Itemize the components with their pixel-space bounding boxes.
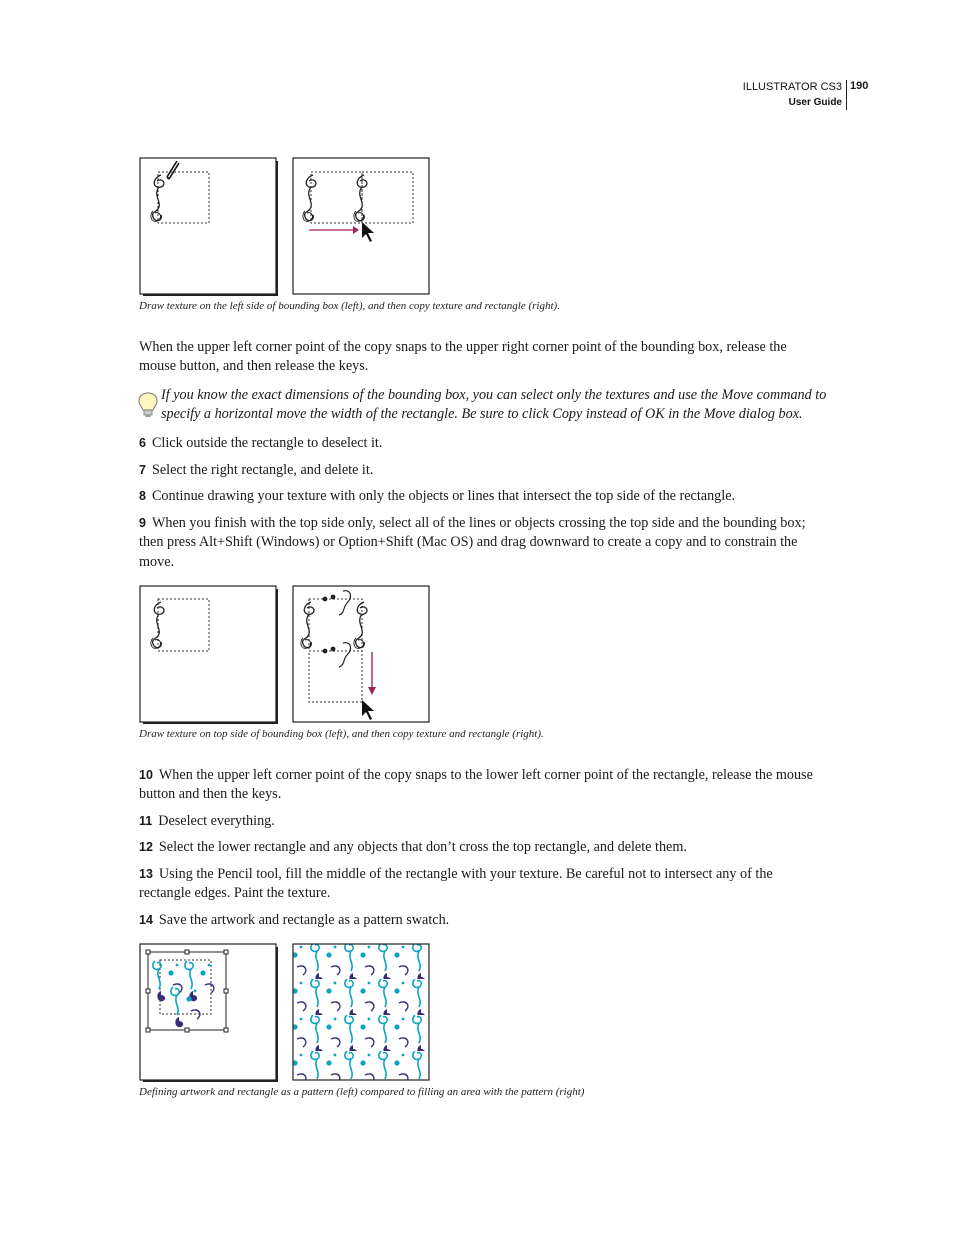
step-text: Continue drawing your texture with only the objects or lines that intersect the top side of the rectangle. (151, 488, 736, 504)
running-header (743, 80, 842, 110)
step-text: When the upper left corner point of the copy snaps to the lower left corner point of the rectangle, release the mouse button and then the keys. (139, 767, 813, 803)
tip-text: If you know the exact dimensions of the bounding box, you can select only the textures and use the Move command to specify a horizontal move the width of the rectangle. Be sure to click Copy instead of OK in the Move dialog box. (161, 387, 827, 423)
figure-left-side-texture (139, 157, 439, 297)
step-text: Click outside the rectangle to deselect it. (151, 435, 383, 451)
body-paragraph: When the upper left corner point of the copy snaps to the upper right corner point of the bounding box, release the mouse button, and then release the keys. (139, 339, 787, 375)
figure-caption: Draw texture on top side of bounding box (left), and then copy texture and rectangle (right). (139, 728, 544, 740)
step-number: 8 (139, 489, 146, 503)
lightbulb-icon (138, 391, 158, 424)
step-10 (139, 766, 819, 805)
guide-name: User Guide (788, 97, 842, 108)
step-number: 10 (139, 768, 153, 782)
step-13 (139, 865, 819, 904)
step-number: 11 (139, 814, 153, 828)
step-number: 6 (139, 436, 146, 450)
step-number: 14 (139, 913, 153, 927)
step-text: Select the right rectangle, and delete it. (151, 462, 374, 478)
step-text: Deselect everything. (158, 813, 275, 829)
figure-pattern-swatch (139, 943, 439, 1083)
step-7 (139, 461, 819, 480)
step-8 (139, 487, 819, 506)
step-6 (139, 434, 819, 453)
page-number: 190 (850, 80, 869, 92)
step-14 (139, 911, 819, 930)
step-number: 13 (139, 867, 153, 881)
product-name: ILLUSTRATOR CS3 (742, 81, 842, 93)
figure-top-side-texture (139, 585, 439, 725)
step-text: Save the artwork and rectangle as a pattern swatch. (158, 912, 450, 928)
header-divider (846, 80, 847, 110)
figure-caption: Draw texture on the left side of bounding box (left), and then copy texture and rectangle (right). (139, 300, 560, 312)
step-number: 12 (139, 840, 153, 854)
step-text: Select the lower rectangle and any objects that don’t cross the top rectangle, and delete them. (158, 839, 687, 855)
step-text: When you finish with the top side only, select all of the lines or objects crossing the top side and the bounding box; then press Alt+Shift (Windows) or Option+Shift (Mac OS) and drag downward to create a copy and to constrain the move. (139, 515, 806, 570)
step-number: 9 (139, 516, 146, 530)
step-12 (139, 838, 819, 857)
figure-caption: Defining artwork and rectangle as a pattern (left) compared to filling an area with the pattern (right) (139, 1086, 585, 1098)
step-text: Using the Pencil tool, fill the middle of the rectangle with your texture. Be careful not to intersect any of the rectangle edges. Paint the texture. (139, 866, 773, 902)
step-9 (139, 514, 819, 572)
step-11 (139, 812, 819, 831)
step-number: 7 (139, 463, 146, 477)
